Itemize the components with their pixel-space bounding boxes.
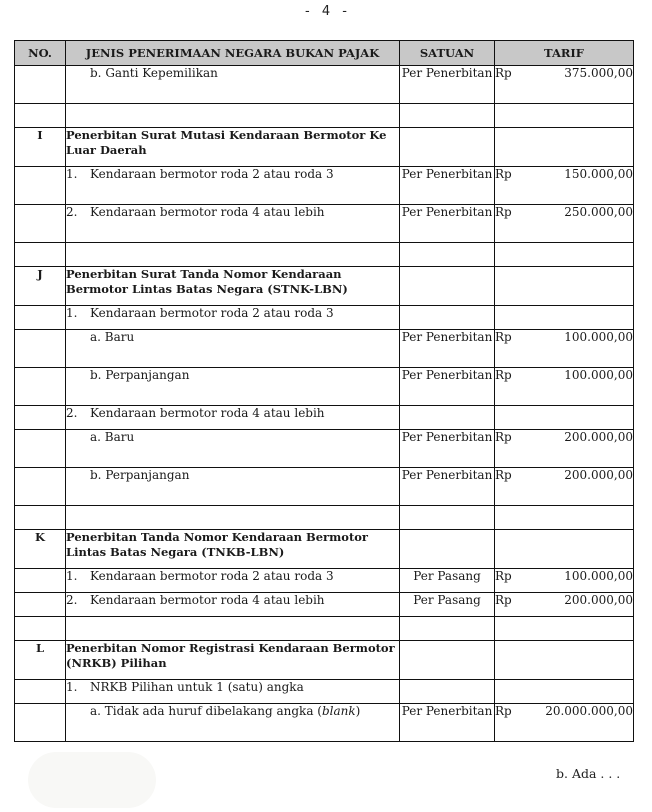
currency: Rp (495, 704, 512, 718)
item-text: Perpanjangan (105, 368, 190, 382)
table-row (15, 430, 634, 468)
amount: 200.000,00 (564, 430, 633, 444)
cell-satuan: Per Penerbitan (400, 430, 495, 468)
item-marker: 1. (66, 569, 78, 583)
header-no: NO. (15, 41, 66, 66)
section-row (15, 641, 634, 680)
cell-tarif (495, 66, 634, 104)
cell-satuan: Per Pasang (400, 569, 495, 593)
table-row-empty (15, 243, 634, 267)
header-tarif: TARIF (495, 41, 634, 66)
item-text: Kendaraan bermotor roda 4 atau lebih (90, 593, 325, 607)
table-row-empty (15, 104, 634, 128)
cell-satuan: Per Penerbitan (400, 167, 495, 205)
section-title: Penerbitan Nomor Registrasi Kendaraan Bermotor (NRKB) Pilihan (66, 641, 400, 680)
item-marker: 2. (66, 406, 78, 420)
page-number: - 4 - (305, 4, 347, 19)
table-row (15, 167, 634, 205)
item-marker: a. (90, 704, 101, 718)
currency: Rp (495, 569, 512, 583)
cell-satuan: Per Penerbitan (400, 330, 495, 368)
amount: 150.000,00 (564, 167, 633, 181)
amount: 100.000,00 (564, 368, 633, 382)
item-text: Kendaraan bermotor roda 2 atau roda 3 (90, 306, 334, 320)
table-row (15, 468, 634, 506)
section-letter: L (15, 641, 66, 680)
section-letter: J (15, 267, 66, 306)
item-marker: a. (90, 430, 101, 444)
section-letter: K (15, 530, 66, 569)
table-row (15, 66, 634, 104)
item-text: NRKB Pilihan untuk 1 (satu) angka (90, 680, 304, 694)
item-marker: b. (90, 468, 102, 482)
cell-satuan: Per Pasang (400, 593, 495, 617)
item-marker: 1. (66, 306, 78, 320)
table-row (15, 680, 634, 704)
item-text-italic: blank (321, 704, 356, 718)
table-row (15, 406, 634, 430)
currency: Rp (495, 330, 512, 344)
currency: Rp (495, 430, 512, 444)
currency: Rp (495, 368, 512, 382)
continuation-text: b. Ada . . . (556, 766, 621, 781)
section-title: Penerbitan Surat Tanda Nomor Kendaraan Bermotor Lintas Batas Negara (STNK-LBN) (66, 267, 400, 306)
tariff-table (14, 40, 634, 742)
item-text: Tidak ada huruf dibelakang angka ( (104, 704, 322, 718)
item-marker: a. (90, 330, 101, 344)
item-marker: 1. (66, 680, 78, 694)
amount: 375.000,00 (564, 66, 633, 80)
cell-satuan: Per Penerbitan (400, 205, 495, 243)
section-title: Penerbitan Tanda Nomor Kendaraan Bermotor Lintas Batas Negara (TNKB-LBN) (66, 530, 400, 569)
amount: 20.000.000,00 (545, 704, 633, 718)
table-header-row (15, 41, 634, 66)
item-marker: 1. (66, 167, 78, 181)
table-row (15, 569, 634, 593)
item-text: Baru (104, 430, 135, 444)
item-marker: b. (90, 66, 102, 80)
item-text-after: ) (355, 704, 361, 718)
table-row (15, 368, 634, 406)
table-row (15, 205, 634, 243)
item-text: Kendaraan bermotor roda 2 atau roda 3 (90, 167, 334, 181)
amount: 250.000,00 (564, 205, 633, 219)
table-row (15, 704, 634, 742)
header-satuan: SATUAN (400, 41, 495, 66)
table-row-empty (15, 506, 634, 530)
section-letter: I (15, 128, 66, 167)
currency: Rp (495, 66, 512, 80)
section-row (15, 530, 634, 569)
item-marker: 2. (66, 205, 78, 219)
cell-satuan: Per Penerbitan (400, 368, 495, 406)
cell-satuan: Per Penerbitan (400, 468, 495, 506)
amount: 100.000,00 (564, 330, 633, 344)
currency: Rp (495, 205, 512, 219)
table-row (15, 330, 634, 368)
cell-jenis (66, 66, 400, 104)
table-row-empty (15, 617, 634, 641)
table-row (15, 306, 634, 330)
item-text: Kendaraan bermotor roda 4 atau lebih (90, 406, 325, 420)
amount: 100.000,00 (564, 569, 633, 583)
item-text: Kendaraan bermotor roda 2 atau roda 3 (90, 569, 334, 583)
amount: 200.000,00 (564, 593, 633, 607)
table-row (15, 593, 634, 617)
section-row (15, 267, 634, 306)
currency: Rp (495, 167, 512, 181)
item-text: Kendaraan bermotor roda 4 atau lebih (90, 205, 325, 219)
redaction-blob (28, 752, 156, 808)
amount: 200.000,00 (564, 468, 633, 482)
item-text: Baru (104, 330, 135, 344)
item-marker: 2. (66, 593, 78, 607)
item-text: Perpanjangan (105, 468, 190, 482)
item-marker: b. (90, 368, 102, 382)
currency: Rp (495, 468, 512, 482)
item-text: Ganti Kepemilikan (105, 66, 218, 80)
header-jenis: JENIS PENERIMAAN NEGARA BUKAN PAJAK (66, 41, 400, 66)
cell-no (15, 66, 66, 104)
section-title: Penerbitan Surat Mutasi Kendaraan Bermotor Ke Luar Daerah (66, 128, 400, 167)
currency: Rp (495, 593, 512, 607)
cell-satuan: Per Penerbitan (400, 66, 495, 104)
section-row (15, 128, 634, 167)
cell-satuan: Per Penerbitan (400, 704, 495, 742)
